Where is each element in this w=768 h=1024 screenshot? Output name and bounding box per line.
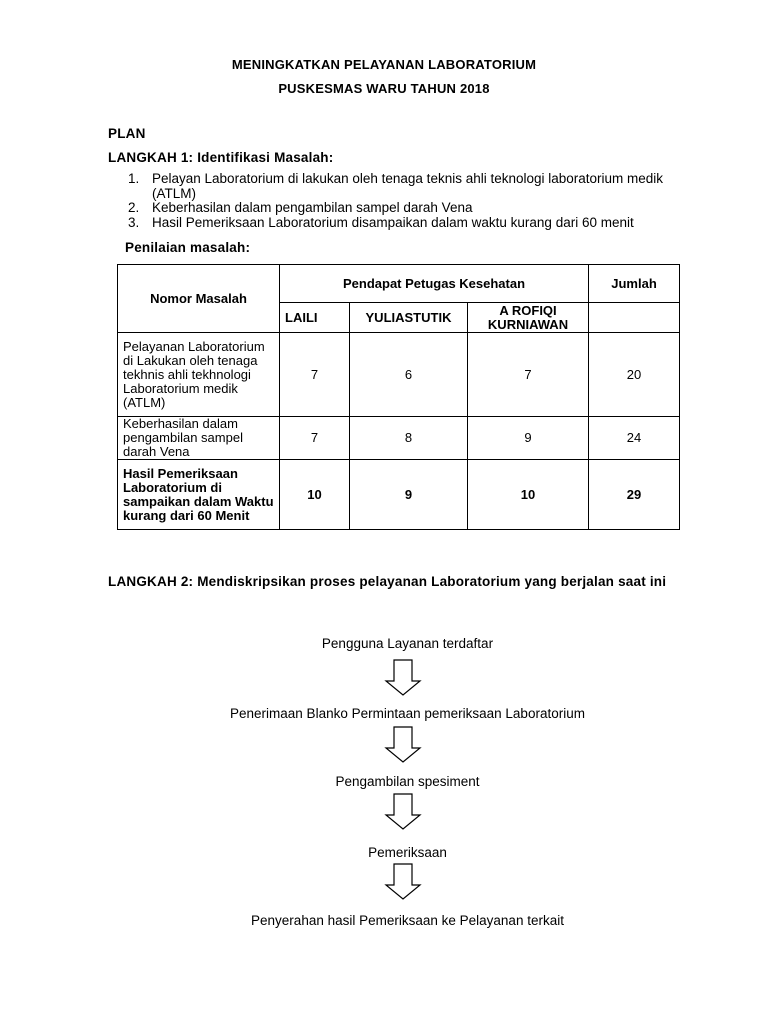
- header-officer-3: A ROFIQI KURNIAWAN: [468, 303, 589, 333]
- down-arrow-icon: [384, 659, 422, 697]
- down-arrow-icon: [384, 863, 422, 901]
- flow-step-1: Pengguna Layanan terdaftar: [321, 636, 494, 651]
- flow-step-5: Penyerahan hasil Pemeriksaan ke Pelayanan terkait: [251, 913, 564, 928]
- table-row: [118, 417, 680, 460]
- down-arrow-icon: [384, 726, 422, 764]
- problem-cell: Pelayanan Laboratorium di Lakukan oleh tenaga tekhnis ahli tekhnologi Laboratorium medik (ATLM): [118, 333, 280, 417]
- score-cell: 10: [468, 460, 589, 530]
- plan-label: PLAN: [108, 126, 146, 141]
- list-item-number: 1.: [128, 171, 140, 186]
- document-title: MENINGKATKAN PELAYANAN LABORATORIUM: [231, 57, 537, 72]
- list-item-text: Pelayan Laboratorium di lakukan oleh tenaga teknis ahli teknologi laboratorium medik (ATLM): [152, 171, 664, 201]
- problem-cell: Keberhasilan dalam pengambilan sampel darah Vena: [118, 417, 280, 460]
- assessment-table: [117, 264, 680, 530]
- list-item-text: Hasil Pemeriksaan Laboratorium disampaikan dalam waktu kurang dari 60 menit: [152, 214, 634, 230]
- score-cell: 7: [468, 333, 589, 417]
- header-officer-1: LAILI: [280, 303, 350, 333]
- flow-step-2: Penerimaan Blanko Permintaan pemeriksaan Laboratorium: [230, 706, 585, 721]
- total-cell: 24: [589, 417, 680, 460]
- problem-list: [128, 172, 708, 230]
- list-item: [128, 201, 708, 216]
- document-subtitle: PUSKESMAS WARU TAHUN 2018: [278, 81, 490, 96]
- total-cell: 29: [589, 460, 680, 530]
- list-item: [128, 216, 708, 231]
- step2-heading: LANGKAH 2: Mendiskripsikan proses pelayanan Laboratorium yang berjalan saat ini: [108, 574, 667, 589]
- problem-cell: Hasil Pemeriksaan Laboratorium di sampaikan dalam Waktu kurang dari 60 Menit: [118, 460, 280, 530]
- score-cell: 9: [468, 417, 589, 460]
- flow-step-3: Pengambilan spesiment: [335, 774, 480, 789]
- assessment-label: Penilaian masalah:: [125, 240, 251, 255]
- header-total: Jumlah: [589, 265, 680, 303]
- score-cell: 7: [280, 417, 350, 460]
- score-cell: 6: [350, 333, 468, 417]
- table-header-row: [118, 265, 680, 303]
- score-cell: 10: [280, 460, 350, 530]
- list-item-text: Keberhasilan dalam pengambilan sampel darah Vena: [152, 200, 473, 215]
- table-row: [118, 333, 680, 417]
- flow-step-4: Pemeriksaan: [368, 845, 447, 860]
- step1-heading: LANGKAH 1: Identifikasi Masalah:: [108, 150, 334, 165]
- score-cell: 8: [350, 417, 468, 460]
- list-item-number: 3.: [128, 214, 140, 230]
- score-cell: 9: [350, 460, 468, 530]
- list-item: [128, 172, 708, 201]
- list-item-number: 2.: [128, 200, 140, 215]
- score-cell: 7: [280, 333, 350, 417]
- header-empty-cell: [589, 303, 680, 333]
- table-row: [118, 460, 680, 530]
- header-problem: Nomor Masalah: [118, 265, 280, 333]
- total-cell: 20: [589, 333, 680, 417]
- header-officer-2: YULIASTUTIK: [350, 303, 468, 333]
- header-officers-group: Pendapat Petugas Kesehatan: [280, 265, 589, 303]
- down-arrow-icon: [384, 793, 422, 831]
